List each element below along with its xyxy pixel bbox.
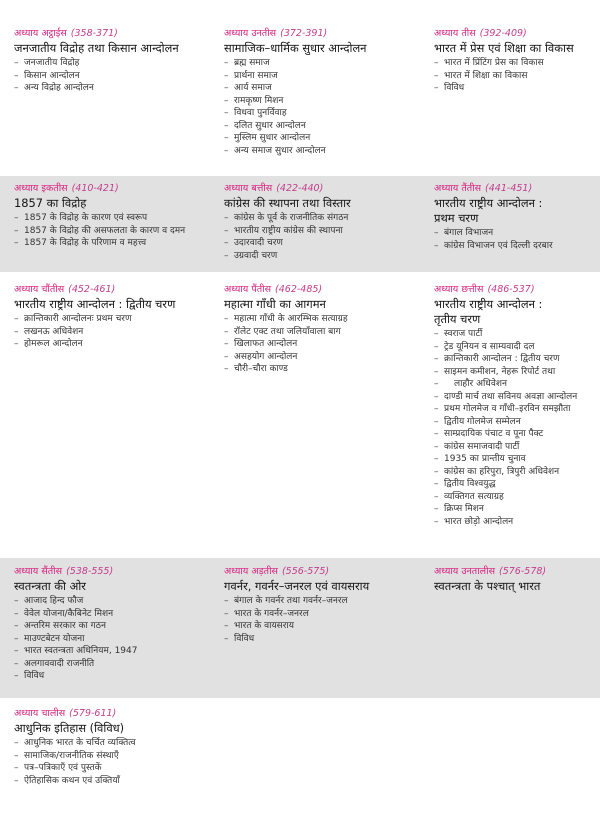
chapter-pages: (576-578) [499, 566, 547, 577]
chapter-row [0, 698, 600, 831]
chapter-pages: (372-391) [280, 28, 328, 39]
chapter-title: स्वतन्त्रता की ओर [14, 579, 86, 593]
topic-item: – रामकृष्ण मिशन [224, 95, 416, 108]
chapter-pages: (462-485) [275, 284, 323, 295]
chapter-row [0, 558, 600, 698]
topic-item: – द्वितीय विश्वयुद्ध [434, 478, 596, 491]
chapter-row [0, 176, 600, 272]
topic-list [224, 212, 416, 262]
topic-item: – अन्य विद्रोह आन्दोलन [14, 82, 206, 95]
topic-item: – कांग्रेस के पूर्व के राजनीतिक संगठन [224, 212, 416, 225]
topic-list [224, 57, 416, 157]
topic-item: – असहयोग आन्दोलन [224, 351, 416, 364]
chapter-header [224, 28, 416, 40]
topic-item: – मुस्लिम सुधार आन्दोलन [224, 132, 416, 145]
chapter-title: कांग्रेस की स्थापना तथा विस्तार [224, 196, 351, 210]
chapter-28 [0, 28, 210, 176]
chapter-34 [0, 284, 210, 558]
chapter-label: अध्याय अड़तीस [224, 566, 278, 577]
topic-item: – रॉलेट एक्ट तथा जलियाँवाला बाग [224, 326, 416, 339]
chapter-label: अध्याय अट्ठाईस [14, 28, 67, 39]
topic-item: – ब्रह्म समाज [224, 57, 416, 70]
chapter-subtitle: तृतीय चरण [434, 312, 481, 326]
topic-item: – अन्तरिम सरकार का गठन [14, 620, 206, 633]
topic-item: – चौरी–चौरा काण्ड [224, 363, 416, 376]
chapter-title: भारत में प्रेस एवं शिक्षा का विकास [434, 41, 574, 55]
topic-item: – आर्य समाज [224, 82, 416, 95]
chapter-header [14, 566, 206, 578]
topic-list [224, 313, 416, 376]
topic-list [14, 737, 256, 787]
topic-list [14, 57, 206, 95]
chapter-pages: (410-421) [71, 183, 119, 194]
chapter-pages: (486-537) [487, 284, 535, 295]
chapter-label: अध्याय तैंतीस [434, 183, 482, 194]
chapter-header [14, 28, 206, 40]
topic-list [434, 328, 596, 528]
topic-item: – कांग्रेस विभाजन एवं दिल्ली दरबार [434, 240, 596, 253]
chapter-title: भारतीय राष्ट्रीय आन्दोलन : [434, 196, 543, 210]
chapter-pages: (452-461) [68, 284, 116, 295]
topic-list [14, 212, 206, 250]
topic-item: – आजाद हिन्द फौज [14, 595, 206, 608]
topic-item: – उग्रवादी चरण [224, 250, 416, 263]
topic-item: – 1857 के विद्रोह के परिणाम व महत्त्व [14, 237, 206, 250]
chapter-label: अध्याय पैंतीस [224, 284, 272, 295]
chapter-pages: (579-611) [69, 708, 117, 719]
chapter-pages: (556-575) [281, 566, 330, 577]
topic-list [14, 313, 206, 351]
topic-item: – महात्मा गाँधी के आरम्भिक सत्याग्रह [224, 313, 416, 326]
chapter-label: अध्याय सैंतीस [14, 566, 63, 577]
topic-item: – 1857 के विद्रोह के कारण एवं स्वरूप [14, 212, 206, 225]
topic-item: – भारतीय राष्ट्रीय कांग्रेस की स्थापना [224, 225, 416, 238]
topic-item: – भारत स्वतन्त्रता अधिनियम, 1947 [14, 645, 206, 658]
topic-item: – व्यक्तिगत सत्याग्रह [434, 491, 596, 504]
topic-item: – दाण्डी मार्च तथा सविनय अवज्ञा आन्दोलन [434, 391, 596, 404]
topic-item: – वेवेल योजना/कैबिनेट मिशन [14, 608, 206, 621]
chapter-row [0, 272, 600, 558]
chapter-row [0, 0, 600, 176]
topic-item: – ऐतिहासिक कथन एवं उक्तियाँ [14, 775, 256, 788]
topic-list [224, 595, 416, 645]
chapter-title: भारतीय राष्ट्रीय आन्दोलन : [434, 297, 543, 311]
topic-item: – खिलाफत आन्दोलन [224, 338, 416, 351]
topic-item: – भारत के वायसराय [224, 620, 416, 633]
topic-item: – लाहौर अधिवेशन [434, 378, 596, 391]
topic-item: – बंगाल के गवर्नर तथा गवर्नर–जनरल [224, 595, 416, 608]
chapter-pages: (392-409) [479, 28, 527, 39]
chapter-title: जनजातीय विद्रोह तथा किसान आन्दोलन [14, 41, 179, 55]
chapter-header [434, 183, 596, 195]
chapter-37 [0, 566, 210, 698]
chapter-label: अध्याय चालीस [14, 708, 66, 719]
chapter-35 [210, 284, 420, 558]
topic-item: – स्वराज पार्टी [434, 328, 596, 341]
chapter-30 [420, 28, 600, 176]
chapter-header [224, 284, 416, 296]
topic-item: – 1857 के विद्रोह की असफलता के कारण व दमन [14, 225, 206, 238]
chapter-label: अध्याय छत्तीस [434, 284, 484, 295]
chapter-title: गवर्नर, गवर्नर–जनरल एवं वायसराय [224, 579, 370, 593]
topic-item: – प्रार्थना समाज [224, 70, 416, 83]
chapter-title: आधुनिक इतिहास (विविध) [14, 721, 125, 735]
topic-item: – अन्य समाज सुधार आन्दोलन [224, 145, 416, 158]
topic-item: – विविध [224, 633, 416, 646]
topic-item: – माउण्टबेटन योजना [14, 633, 206, 646]
chapter-29 [210, 28, 420, 176]
topic-item: – अलगाववादी राजनीति [14, 658, 206, 671]
topic-item: – पत्र–पत्रिकाएँ एवं पुस्तकें [14, 762, 256, 775]
chapter-header [434, 566, 596, 578]
topic-item: – क्रान्तिकारी आन्दोलनः प्रथम चरण [14, 313, 206, 326]
chapter-40 [0, 708, 260, 831]
chapter-title: स्वतन्त्रता के पश्चात् भारत [434, 579, 541, 593]
chapter-32 [210, 183, 420, 272]
chapter-39 [420, 566, 600, 698]
chapter-title: महात्मा गाँधी का आगमन [224, 297, 326, 311]
chapter-pages: (441-451) [485, 183, 533, 194]
chapter-title: भारतीय राष्ट्रीय आन्दोलन : द्वितीय चरण [14, 297, 176, 311]
chapter-header [224, 183, 416, 195]
topic-item: – द्वितीय गोलमेज सम्मेलन [434, 416, 596, 429]
chapter-label: अध्याय तीस [434, 28, 476, 39]
chapter-38 [210, 566, 420, 698]
chapter-title: 1857 का विद्रोह [14, 196, 87, 210]
chapter-label: अध्याय उनतालीस [434, 566, 496, 577]
chapter-31 [0, 183, 210, 272]
topic-item: – विधवा पुनर्विवाह [224, 107, 416, 120]
topic-item: – विविध [434, 82, 596, 95]
topic-list [434, 57, 596, 95]
topic-item: – लखनऊ अधिवेशन [14, 326, 206, 339]
topic-item: – 1935 का प्रान्तीय चुनाव [434, 453, 596, 466]
chapter-label: अध्याय उनतीस [224, 28, 277, 39]
chapter-header [434, 28, 596, 40]
topic-item: – जनजातीय विद्रोह [14, 57, 206, 70]
chapter-header [224, 566, 416, 578]
chapter-header [14, 708, 256, 720]
topic-item: – क्रान्तिकारी आन्दोलन : द्वितीय चरण [434, 353, 596, 366]
chapter-header [14, 183, 206, 195]
topic-item: – भारत छोड़ो आन्दोलन [434, 516, 596, 529]
chapter-subtitle: प्रथम चरण [434, 211, 479, 225]
topic-item: – भारत में प्रिंटिंग प्रेस का विकास [434, 57, 596, 70]
chapter-label: अध्याय इकतीस [14, 183, 68, 194]
topic-list [434, 227, 596, 252]
topic-item: – भारत के गवर्नर–जनरल [224, 608, 416, 621]
topic-item: – विविध [14, 670, 206, 683]
chapter-36 [420, 284, 600, 558]
chapter-pages: (538-555) [66, 566, 114, 577]
topic-item: – दलित सुधार आन्दोलन [224, 120, 416, 133]
topic-item: – ट्रेड यूनियन व साम्यवादी दल [434, 341, 596, 354]
topic-item: – उदारवादी चरण [224, 237, 416, 250]
topic-item: – कांग्रेस समाजवादी पार्टी [434, 441, 596, 454]
topic-item: – भारत में शिक्षा का विकास [434, 70, 596, 83]
topic-item: – साम्प्रदायिक पंचाट व पूना पैक्ट [434, 428, 596, 441]
topic-item: – क्रिप्स मिशन [434, 503, 596, 516]
chapter-pages: (358-371) [70, 28, 118, 39]
chapter-title: सामाजिक–धार्मिक सुधार आन्दोलन [224, 41, 367, 55]
topic-item: – सामाजिक/राजनीतिक संस्थाएँ [14, 750, 256, 763]
topic-item: – कांग्रेस का हरिपुरा, त्रिपुरी अधिवेशन [434, 466, 596, 479]
chapter-33 [420, 183, 600, 272]
chapter-label: अध्याय चौंतीस [14, 284, 65, 295]
topic-item: – किसान आन्दोलन [14, 70, 206, 83]
topic-item: – बंगाल विभाजन [434, 227, 596, 240]
chapter-header [14, 284, 206, 296]
topic-item: – आधुनिक भारत के चर्चित व्यक्तित्व [14, 737, 256, 750]
chapter-header [434, 284, 596, 296]
chapter-pages: (422-440) [276, 183, 324, 194]
topic-item: – साइमन कमीशन, नेहरू रिपोर्ट तथा [434, 366, 596, 379]
chapter-label: अध्याय बत्तीस [224, 183, 273, 194]
topic-item: – प्रथम गोलमेज व गाँधी–इरविन समझौता [434, 403, 596, 416]
topic-item: – होमरूल आन्दोलन [14, 338, 206, 351]
topic-list [14, 595, 206, 683]
